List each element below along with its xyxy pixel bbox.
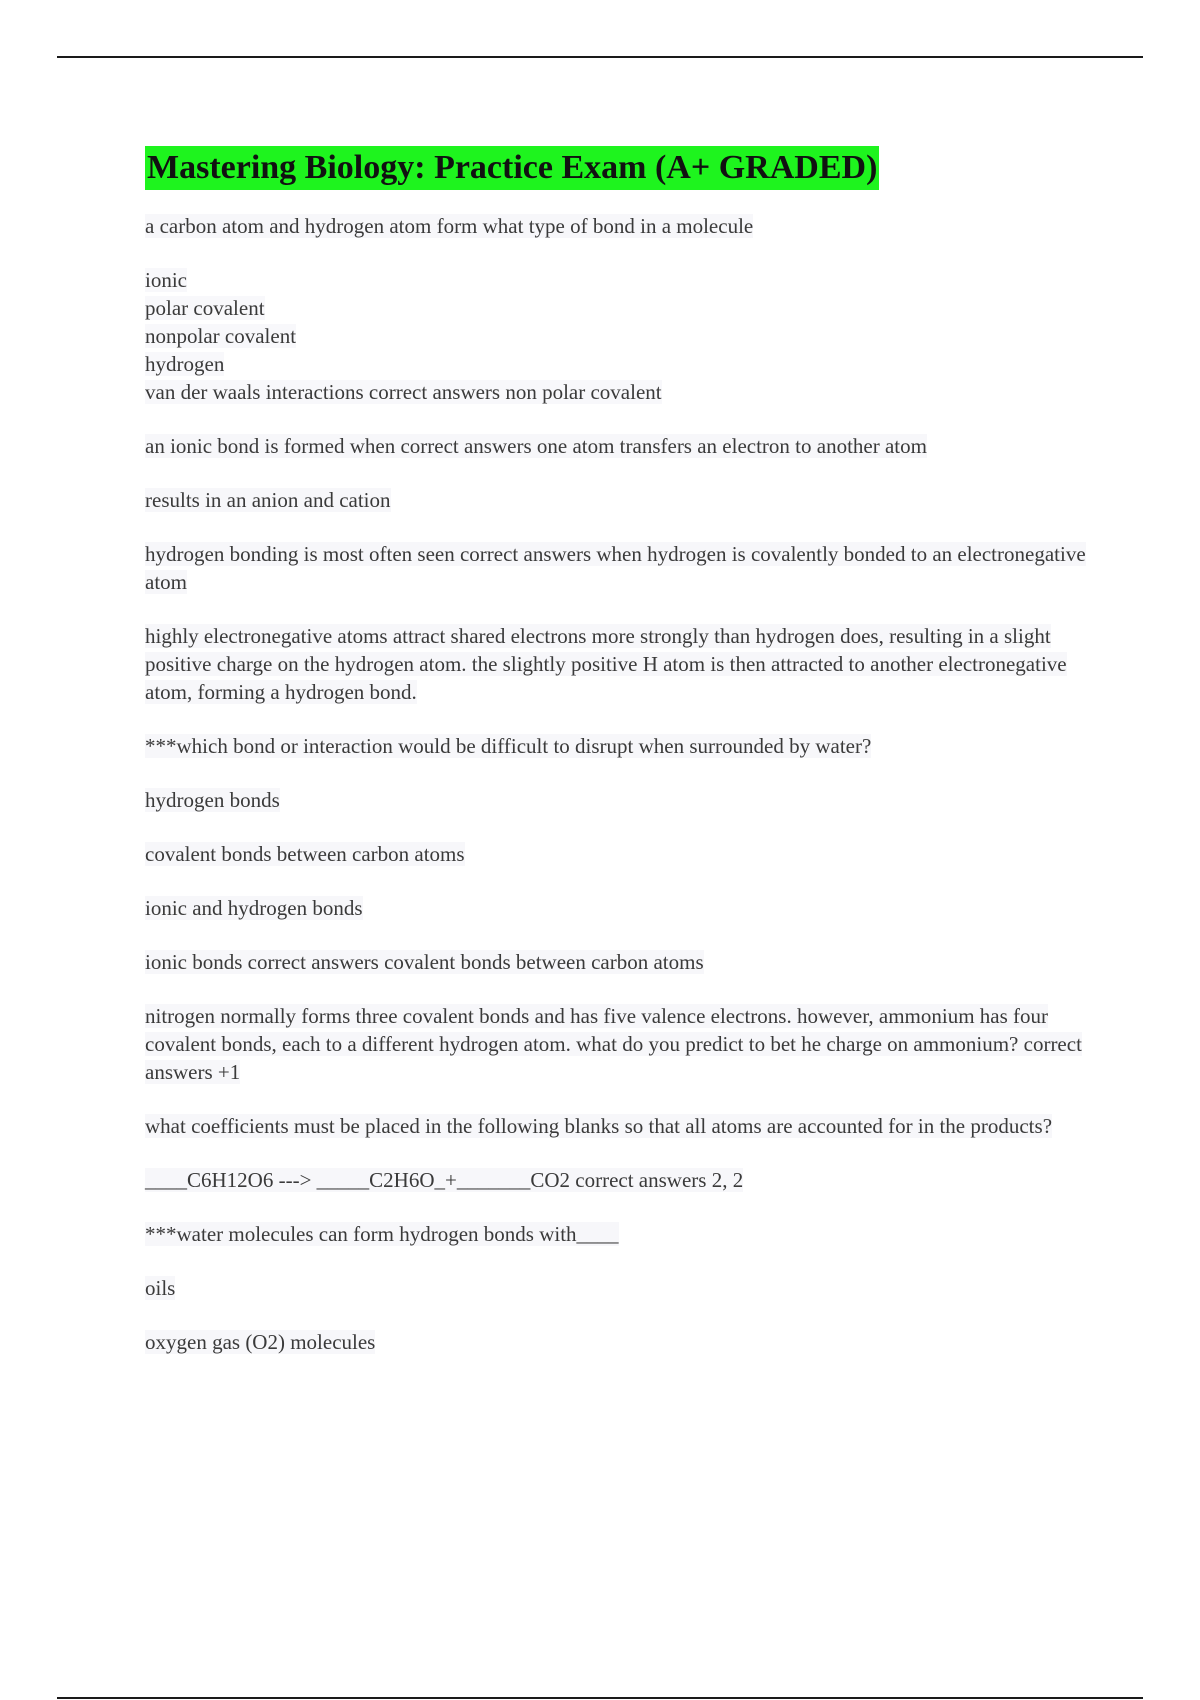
option-item: hydrogen — [145, 352, 225, 376]
question-7-option: oils — [145, 1276, 176, 1300]
question-3-note: highly electronegative atoms attract shared electrons more strongly than hydrogen does, resulting in a slight positive charge on the hydrogen atom. the slightly positive H atom is then attracted to another electronegative atom, forming a hydrogen bond. — [145, 624, 1067, 704]
question-7-option: oxygen gas (O2) molecules — [145, 1330, 376, 1354]
question-4-option: covalent bonds between carbon atoms — [145, 842, 465, 866]
option-item-answer: van der waals interactions correct answers non polar covalent — [145, 380, 662, 404]
question-6-equation: ____C6H12O6 ---> _____C2H6O_+_______CO2 correct answers 2, 2 — [145, 1168, 744, 1192]
option-item: polar covalent — [145, 296, 265, 320]
question-1 — [145, 212, 1090, 240]
question-2: an ionic bond is formed when correct answers one atom transfers an electron to another atom — [145, 434, 927, 458]
question-7: ***water molecules can form hydrogen bonds with____ — [145, 1222, 619, 1246]
top-rule — [57, 56, 1143, 58]
document-title: Mastering Biology: Practice Exam (A+ GRADED) — [145, 146, 879, 190]
question-4-option: hydrogen bonds — [145, 788, 280, 812]
question-3: hydrogen bonding is most often seen correct answers when hydrogen is covalently bonded to an electronegative atom — [145, 542, 1086, 594]
question-4-option: ionic and hydrogen bonds — [145, 896, 363, 920]
question-4-option-answer: ionic bonds correct answers covalent bonds between carbon atoms — [145, 950, 704, 974]
option-item: nonpolar covalent — [145, 324, 297, 348]
question-1-options — [145, 266, 1090, 406]
question-5: nitrogen normally forms three covalent bonds and has five valence electrons. however, ammonium has four covalent bonds, each to a different hydrogen atom. what do you predict to bet he charge on ammonium? correct answers +1 — [145, 1004, 1082, 1084]
option-item: ionic — [145, 268, 187, 292]
question-4: ***which bond or interaction would be difficult to disrupt when surrounded by water? — [145, 734, 872, 758]
bottom-rule — [57, 1697, 1143, 1699]
question-2-note: results in an anion and cation — [145, 488, 391, 512]
question-1-prompt: a carbon atom and hydrogen atom form what type of bond in a molecule — [145, 214, 754, 238]
question-6: what coefficients must be placed in the following blanks so that all atoms are accounted for in the products? — [145, 1114, 1053, 1138]
document-body — [145, 146, 1095, 1382]
